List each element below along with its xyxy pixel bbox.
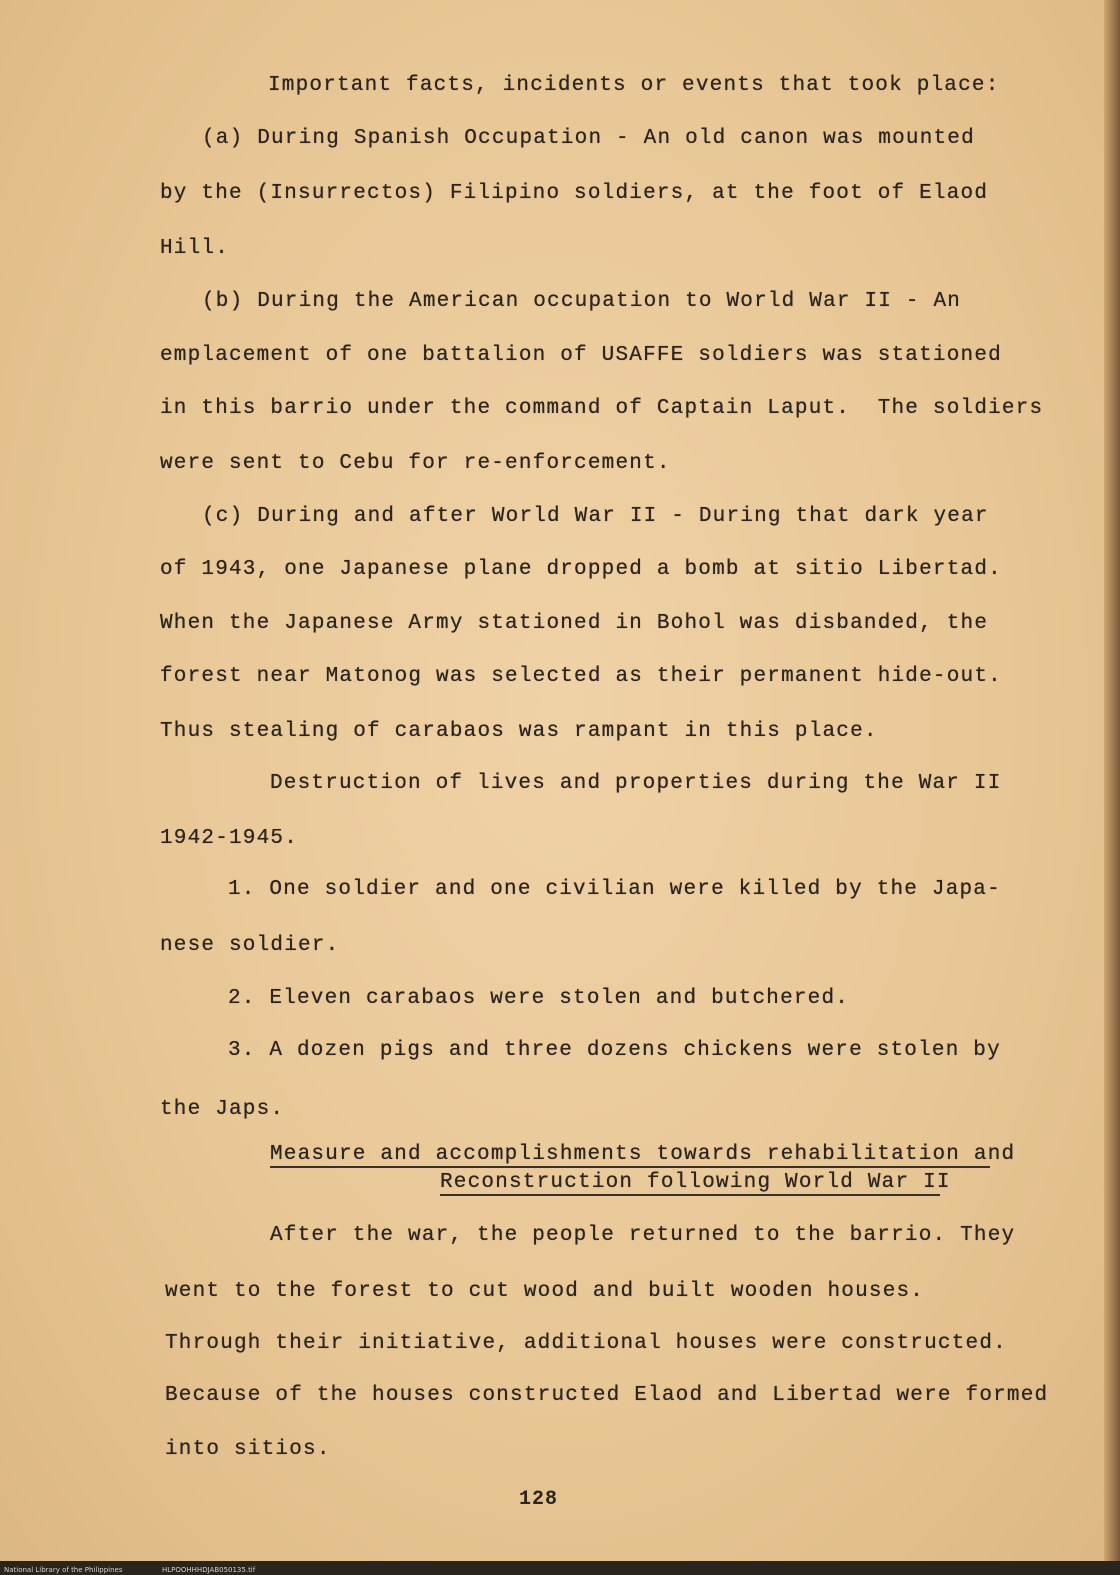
- footer-bar: [0, 1561, 1120, 1575]
- section-c-line-5: Thus stealing of carabaos was rampant in this place.: [160, 720, 878, 743]
- page-number: 128: [519, 1488, 559, 1511]
- measures-title-underline-1: [270, 1166, 990, 1168]
- item-1-line-1: 1. One soldier and one civilian were killed by the Japa-: [228, 878, 1001, 901]
- item-3-line-1: 3. A dozen pigs and three dozens chickens were stolen by: [228, 1039, 1001, 1062]
- section-a-line-1: (a) During Spanish Occupation - An old canon was mounted: [202, 127, 975, 150]
- footer-library: National Library of the Philippines: [4, 1566, 123, 1574]
- section-b-line-1: (b) During the American occupation to World War II - An: [202, 290, 962, 313]
- section-a-line-2: by the (Insurrectos) Filipino soldiers, at the foot of Elaod: [160, 182, 989, 205]
- measures-title-line-2: Reconstruction following World War II: [440, 1171, 951, 1194]
- section-b-line-2: emplacement of one battalion of USAFFE soldiers was stationed: [160, 344, 1002, 367]
- section-c-line-1: (c) During and after World War II - During that dark year: [202, 505, 989, 528]
- after-war-line-1: After the war, the people returned to the barrio. They: [270, 1224, 1016, 1247]
- footer-filename: HLPOOHHHDJAB050135.tif: [162, 1566, 256, 1574]
- measures-title-line-1: Measure and accomplishments towards rehabilitation and: [270, 1143, 1016, 1166]
- item-1-line-2: nese soldier.: [160, 934, 340, 957]
- section-c-line-3: When the Japanese Army stationed in Bohol was disbanded, the: [160, 612, 989, 635]
- after-war-line-3: Through their initiative, additional houses were constructed.: [165, 1332, 1007, 1355]
- after-war-line-5: into sitios.: [165, 1438, 331, 1461]
- section-b-line-4: were sent to Cebu for re-enforcement.: [160, 452, 671, 475]
- after-war-line-4: Because of the houses constructed Elaod and Libertad were formed: [165, 1384, 1049, 1407]
- page-right-edge: [1104, 0, 1120, 1575]
- after-war-line-2: went to the forest to cut wood and built wooden houses.: [165, 1280, 925, 1303]
- section-a-line-3: Hill.: [160, 237, 230, 260]
- destruction-heading-line-1: Destruction of lives and properties during the War II: [270, 772, 1002, 795]
- destruction-heading-line-2: 1942-1945.: [160, 827, 299, 850]
- section-c-line-4: forest near Matonog was selected as their permanent hide-out.: [160, 665, 1002, 688]
- item-2-line: 2. Eleven carabaos were stolen and butchered.: [228, 987, 850, 1010]
- section-b-line-3: in this barrio under the command of Captain Laput. The soldiers: [160, 397, 1044, 420]
- heading-line: Important facts, incidents or events that took place:: [268, 74, 1000, 97]
- measures-title-underline-2: [440, 1194, 940, 1196]
- section-c-line-2: of 1943, one Japanese plane dropped a bomb at sitio Libertad.: [160, 558, 1002, 581]
- item-3-line-2: the Japs.: [160, 1098, 285, 1121]
